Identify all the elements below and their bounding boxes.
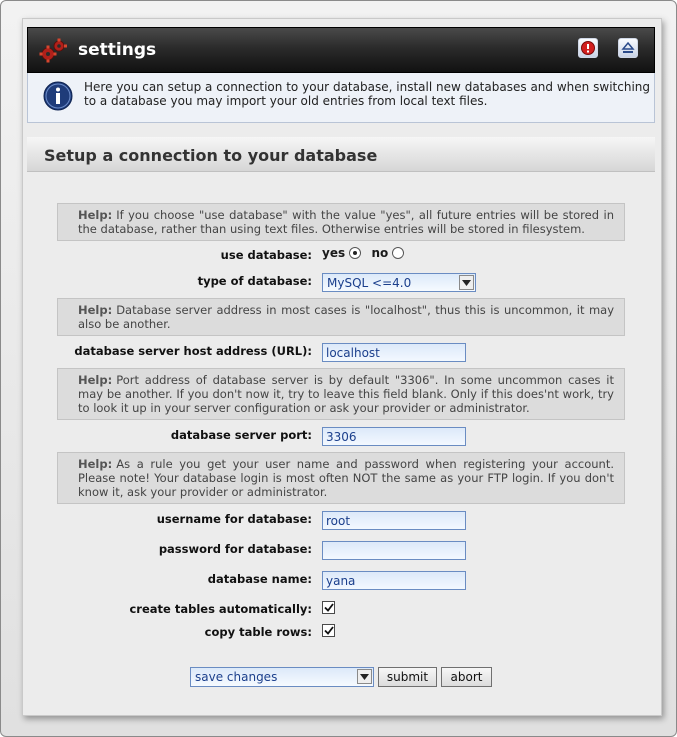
copy-rows-checkbox[interactable]: [322, 624, 335, 637]
use-database-radios: [322, 246, 404, 260]
help-credentials: [57, 452, 625, 504]
create-tables-label: create tables automatically:: [129, 602, 312, 616]
checkmark-icon: [324, 603, 334, 612]
username-label: username for database:: [156, 512, 312, 526]
password-input[interactable]: [322, 541, 466, 560]
info-icon: [43, 81, 73, 111]
chevron-down-icon: [459, 275, 474, 290]
info-text: Here you can setup a connection to your database, install new databases and when switching to a database you may import your old entries from local text files.: [84, 80, 650, 108]
help-use-database: [57, 203, 625, 241]
no-label: no: [371, 246, 389, 260]
help-text: Database server address in most cases is "localhost", thus this is uncommon, it may also be another.: [78, 303, 614, 331]
yes-label: yes: [322, 246, 346, 260]
info-box: [27, 73, 655, 123]
help-button[interactable]: [578, 38, 598, 58]
help-label: Help:: [78, 373, 113, 387]
port-input[interactable]: 3306: [322, 427, 466, 446]
help-text: If you choose "use database" with the value "yes", all future entries will be stored in the database, rather than using text files. Otherwise entries will be stored in filesystem.: [78, 208, 614, 236]
page-title: settings: [78, 40, 157, 60]
action-select[interactable]: [190, 667, 374, 687]
create-tables-checkbox[interactable]: [322, 601, 335, 614]
checkmark-icon: [324, 626, 334, 635]
submit-button[interactable]: submit: [378, 667, 437, 687]
chevron-down-icon: [357, 669, 372, 684]
section-title: Setup a connection to your database: [44, 146, 378, 165]
collapse-button[interactable]: [618, 38, 638, 58]
db-type-value: MySQL <=4.0: [327, 276, 412, 290]
abort-button[interactable]: abort: [441, 667, 492, 687]
title-bar: [27, 27, 655, 73]
help-host: [57, 298, 625, 336]
help-label: Help:: [78, 457, 113, 471]
help-icon: [581, 41, 595, 55]
help-port: [57, 368, 625, 420]
eject-up-icon: [621, 41, 635, 55]
copy-rows-label: copy table rows:: [204, 625, 312, 639]
help-text: As a rule you get your user name and password when registering your account. Please note! Your database login is most often NOT the same as your FTP login. If you don't know it, ask your provider or administrator.: [78, 457, 614, 499]
help-text: Port address of database server is by default "3306". In some uncommon cases it may be another. If you don't now it, try to leave this field blank. Only if this does'nt work, try to look it up in your server configuration or ask your provider or administrator.: [78, 373, 614, 415]
host-input[interactable]: localhost: [322, 343, 466, 362]
yes-radio[interactable]: [349, 247, 361, 259]
help-label: Help:: [78, 208, 113, 222]
db-type-select[interactable]: [322, 273, 476, 292]
host-label: database server host address (URL):: [74, 344, 312, 358]
port-label: database server port:: [170, 428, 312, 442]
gear-logo-icon: [38, 37, 68, 63]
username-input[interactable]: root: [322, 511, 466, 530]
no-radio[interactable]: [392, 247, 404, 259]
help-label: Help:: [78, 303, 113, 317]
action-select-value: save changes: [195, 670, 278, 684]
section-header: [27, 137, 655, 172]
use-database-label: use database:: [220, 248, 312, 262]
password-label: password for database:: [158, 542, 312, 556]
db-type-label: type of database:: [197, 274, 312, 288]
dbname-label: database name:: [207, 572, 312, 586]
dbname-input[interactable]: yana: [322, 571, 466, 590]
